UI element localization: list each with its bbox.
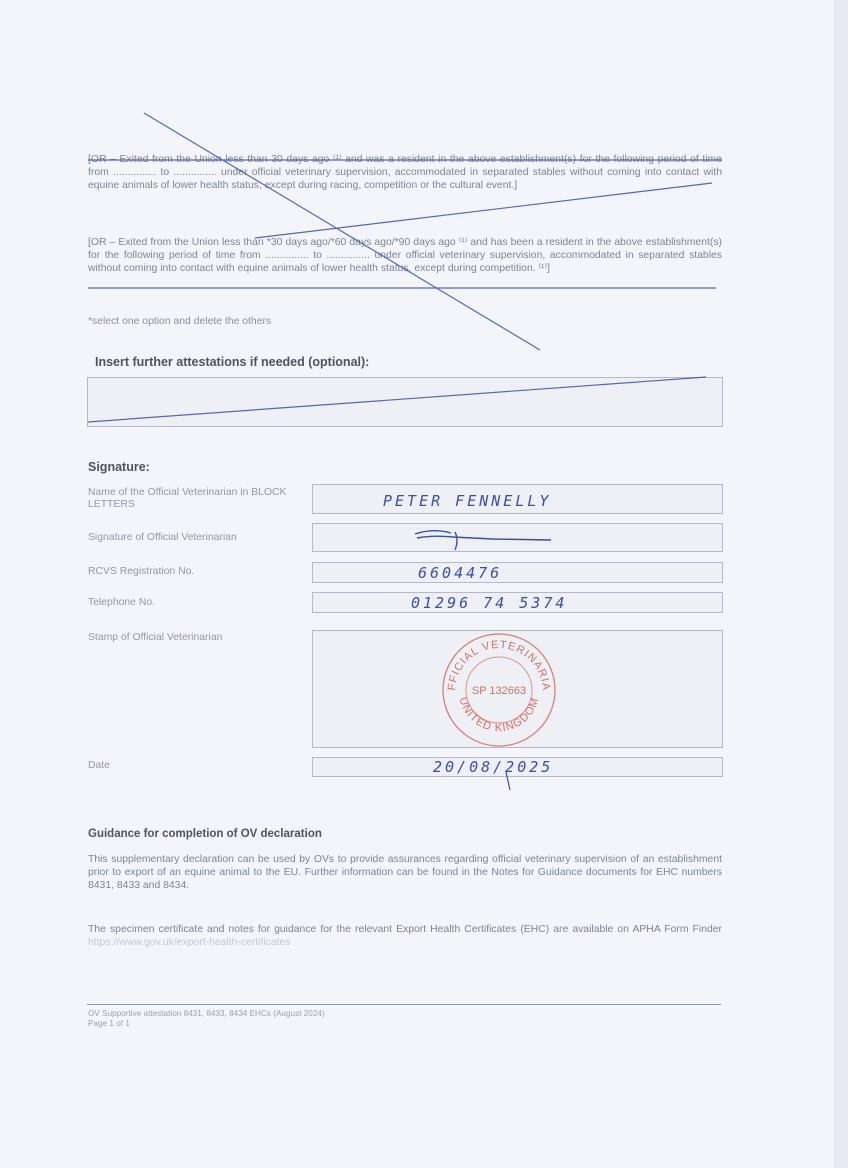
guidance-heading: Guidance for completion of OV declaration [88,828,322,840]
strike-diagonal-1 [144,113,540,350]
signature-heading: Signature: [88,460,150,474]
date-label: Date [88,760,110,771]
guidance-paragraph-1: This supplementary declaration can be used by OVs to provide assurances regarding official veterinary supervision of an establishment prior to export of an equine animal to the EU. Further information can be found in the Notes for Guidance documents for EHC numbers 8431, 8433 and 8434. [88,854,722,891]
name-value: PETER FENNELLY [383,492,552,510]
option-paragraph-1: [OR – Exited from the Union less than 30 days ago ⁽¹⁾ and was a resident in the above establishment(s) for the following period of time from ............... to ............... under official veterinary supervision, accommodated in separated stables without coming into contact with equine animals of lower health status, except during racing, competition or the cultural event.] [88,154,722,191]
strike-attestation-box [88,377,706,422]
guidance-paragraph-2-text: The specimen certificate and notes for guidance for the relevant Export Health Certificates (EHC) are available on APHA Form Finder [88,924,722,935]
stamp-top-text: FFICIAL VETERINARIA [445,638,553,692]
telephone-label: Telephone No. [88,597,156,608]
apha-form-finder-link[interactable]: https://www.gov.uk/export-health-certificates [88,937,291,948]
name-label: Name of the Official Veterinarian in BLOCK LETTERS [88,487,287,510]
stamp-bottom-text: UNITED KINGDOM [456,695,542,735]
stamp-code: SP 132663 [471,685,527,697]
footer-line-2: Page 1 of 1 [88,1019,130,1028]
rcvs-label: RCVS Registration No. [88,566,195,577]
footer-line-1: OV Supportive attestation 8431, 8433, 8434 EHCs (August 2024) [88,1009,325,1018]
signature-label: Signature of Official Veterinarian [88,532,237,543]
select-note: *select one option and delete the others [88,316,272,327]
date-slash-mark [506,772,510,790]
telephone-value: 01296 74 5374 [411,594,568,612]
strike-diagonal-2 [255,183,712,238]
option-paragraph-2: [OR – Exited from the Union less than *30 days ago/*60 days ago/*90 days ago ⁽¹⁾ and has been a resident in the above establishment(s) for the following period of time from ............... to ............... under official veterinary supervision, accommodated in separated stables without coming into contact with equine animals of lower health status, except during competition. ⁽¹⁾] [88,237,722,274]
further-attestations-heading: Insert further attestations if needed (optional): [95,355,370,369]
rcvs-value: 6604476 [418,564,503,582]
stamp-label: Stamp of Official Veterinarian [88,632,223,643]
date-value: 20/08/2025 [433,758,554,776]
